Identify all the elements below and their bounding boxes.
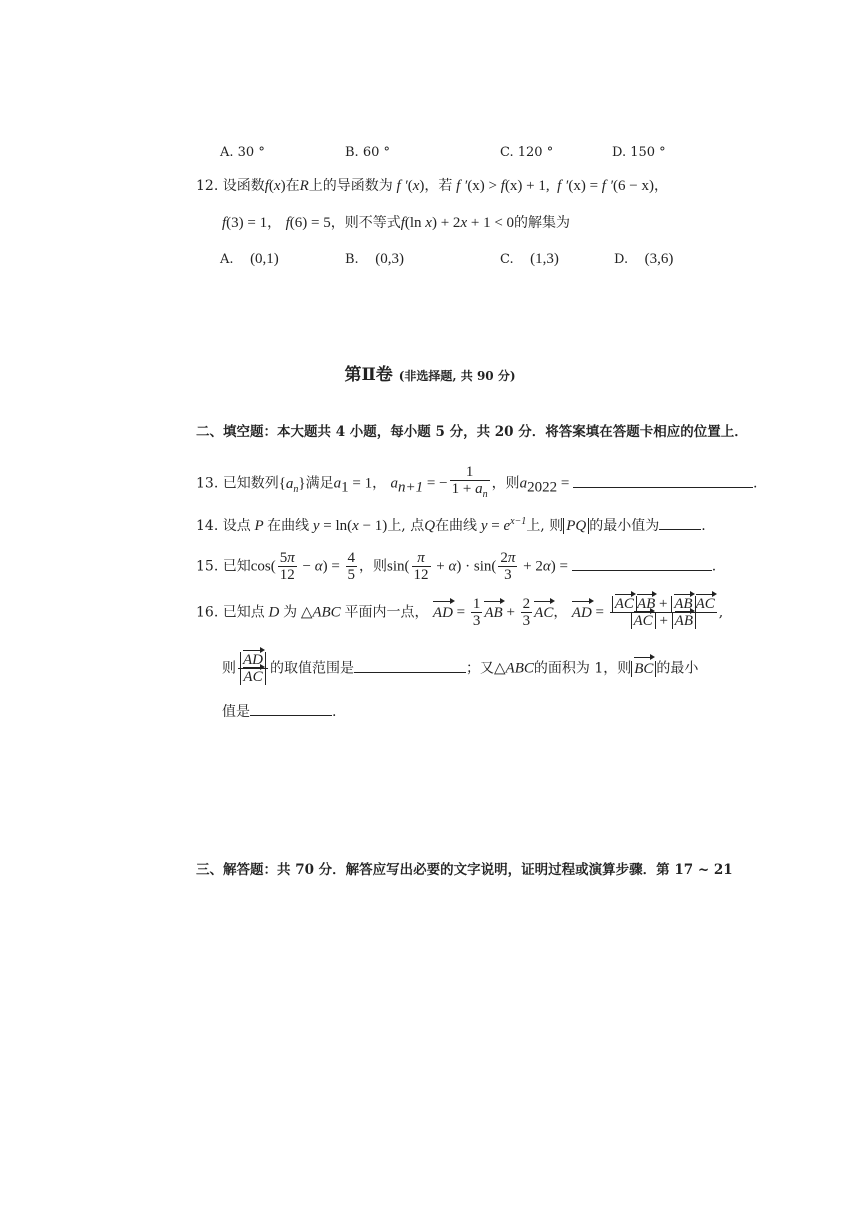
- q13-answer-blank[interactable]: [573, 475, 753, 488]
- q12-option-b: B. (0,3): [345, 251, 404, 267]
- q12-option-c: C. (1,3): [500, 251, 559, 267]
- q12-number: 12.: [196, 178, 219, 194]
- q11-option-a: A. 30 °: [220, 145, 265, 160]
- q16-line-3: 值是 .: [222, 704, 337, 720]
- q13: 13. 已知数列$\{a_n\}$满足$a_1 = 1$， $a_{n+1}$ = − $\frac{1}{1 + a_n}$ ，则$a_{2022}$ = .: [196, 464, 758, 500]
- section-3-heading: 三、解答题：共 70 分．解答应写出必要的文字说明，证明过程或演算步骤．第 17 ~ 21: [196, 862, 733, 878]
- q12-option-a: A. (0,1): [220, 251, 279, 267]
- part-2-title: 第Ⅱ卷 (非选择题, 共 90 分): [344, 365, 516, 385]
- q12-option-d: D. (3,6): [614, 251, 674, 267]
- q11-option-c: C. 120 °: [500, 145, 554, 160]
- q11-option-b: B. 60 °: [345, 145, 390, 160]
- q15-answer-blank[interactable]: [572, 558, 712, 571]
- q12-line-1: 12. 设函数f(x)在R上的导函数为 f ′(x)，若 f ′(x) > f(x) + 1, f ′(x) = f ′(6 − x)，: [196, 178, 668, 194]
- q14-answer-blank[interactable]: [659, 517, 701, 530]
- q16-line-2: 则 $\frac{AD}{AC}$ 的取值范围是 ；又△ABC的面积为 1，则 BC 的最小: [222, 652, 699, 685]
- q12-line-2: f(3) = 1， f(6) = 5，则不等式f(ln x) + 2x + 1 < 0的解集为: [222, 215, 571, 231]
- q16-min-blank[interactable]: [250, 703, 332, 716]
- q16-line-1: 16. 已知点 D 为 △ABC 平面内一点， AD = $\frac{1}{3}$ AB + $\frac{2}{3}$ AC， AD = $\frac{\text{AC AB + AB AC}}{AC + AB}$ ,: [196, 596, 724, 629]
- q15: 15. 已知cos( $\frac{5\pi}{12}$ − α) = $\frac{4}{5}$ ，则sin( $\frac{\pi}{12}$ + α) · sin( $\frac{2\pi}{3}$ + 2α) = .: [196, 550, 717, 583]
- formula: f: [264, 178, 269, 194]
- q11-option-d: D. 150 °: [612, 145, 666, 160]
- q16-range-blank[interactable]: [354, 660, 466, 673]
- q14: 14. 设点 P 在曲线 y = ln(x − 1)上, 点Q在曲线 $y = e^{x-1}$上, 则 PQ 的最小值为 .: [196, 516, 706, 534]
- section-2-heading: 二、填空题：本大题共 4 小题，每小题 5 分，共 20 分．将答案填在答题卡相应的位置上．: [196, 424, 748, 440]
